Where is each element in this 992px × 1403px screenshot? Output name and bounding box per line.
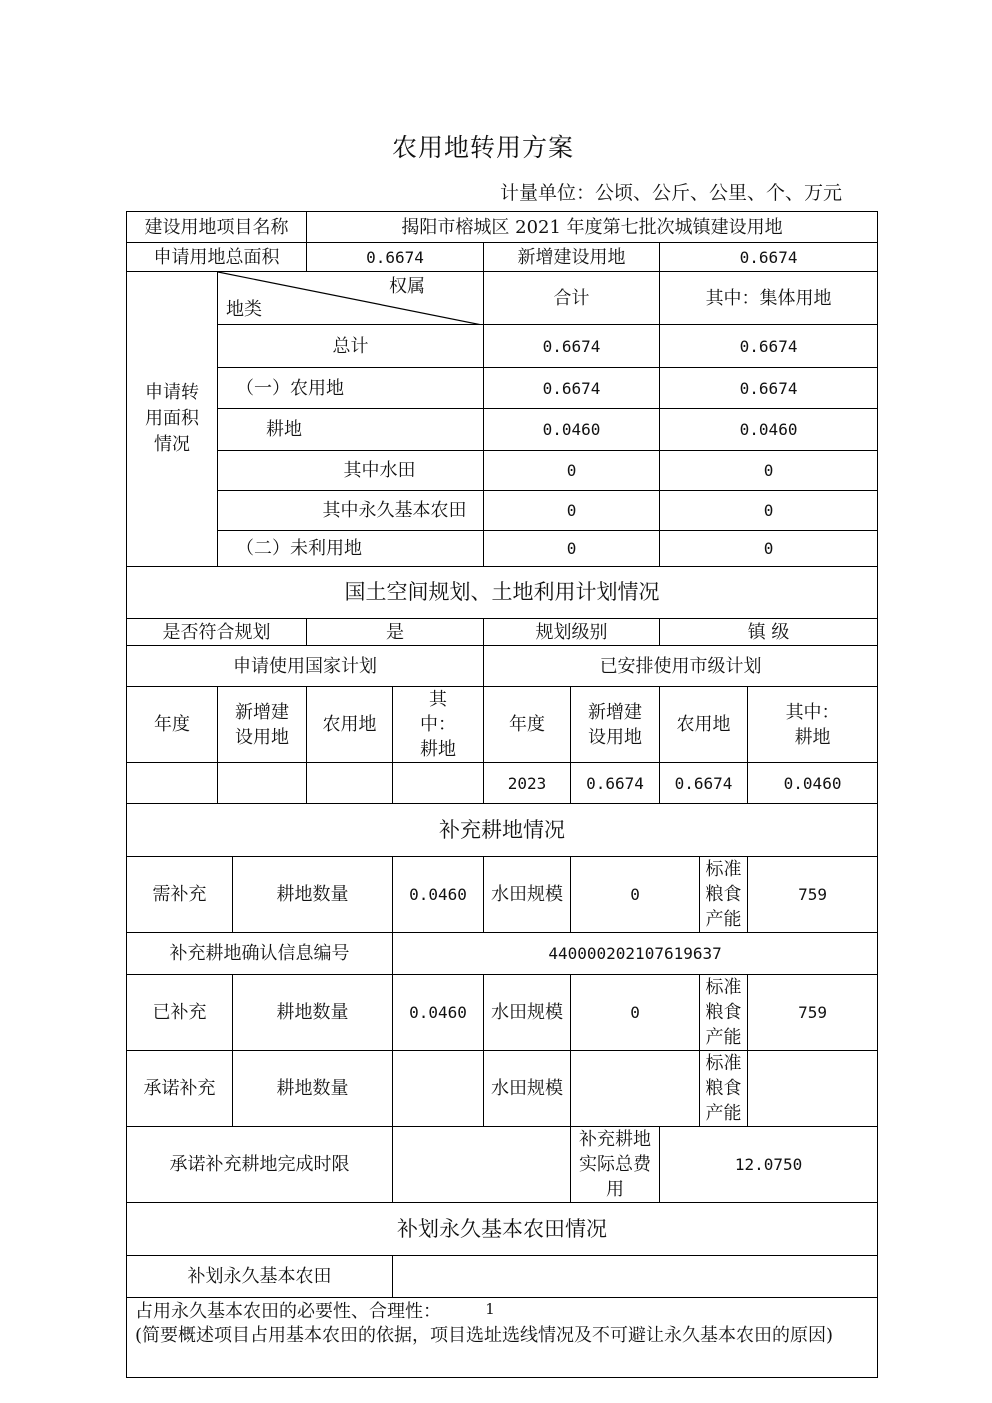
need-grain-value: 759: [748, 857, 878, 933]
cultivated-qty-label: 耕地数量: [233, 857, 393, 933]
grain-capacity-label: 标准粮食产能: [700, 857, 748, 933]
total-area-label: 申请用地总面积: [127, 243, 307, 272]
collective-value: 0.6674: [660, 325, 878, 368]
plan-level-value: 镇 级: [660, 619, 878, 646]
plan-conform-label: 是否符合规划: [127, 619, 307, 646]
done-qty-value: 0.0460: [393, 975, 484, 1051]
national-cultivated: [393, 763, 484, 804]
conversion-side-label: 申请转用面积情况: [127, 272, 218, 567]
national-agricultural: [307, 763, 393, 804]
need-qty-value: 0.0460: [393, 857, 484, 933]
farmland-section-title: 补划永久基本农田情况: [127, 1203, 878, 1256]
total-value: 0: [484, 491, 660, 531]
done-supplement-label: 已补充: [127, 975, 233, 1051]
collective-value: 0: [660, 531, 878, 567]
actual-cost-value: 12.0750: [660, 1127, 878, 1203]
col-agricultural: 农用地: [660, 687, 748, 763]
unit-label: 计量单位：公顷、公斤、公里、个、万元: [499, 182, 842, 204]
project-name-value: 揭阳市榕城区 2021 年度第七批次城镇建设用地: [307, 212, 878, 243]
plan-conform-value: 是: [307, 619, 484, 646]
collective-value: 0.0460: [660, 409, 878, 451]
paddy-scale-label: 水田规模: [484, 1051, 571, 1127]
deadline-label: 承诺补充耕地完成时限: [127, 1127, 393, 1203]
ownership-label: 权属: [389, 276, 426, 297]
collective-value: 0.6674: [660, 368, 878, 409]
promise-supplement-label: 承诺补充: [127, 1051, 233, 1127]
total-value: 0: [484, 531, 660, 567]
row-label-paddy: 其中水田: [218, 451, 484, 491]
necessity-note: (简要概述项目占用基本农田的依据，项目选址选线情况及不可避让永久基本农田的原因): [135, 1325, 834, 1346]
grain-capacity-label: 标准粮食产能: [700, 1051, 748, 1127]
col-new-construction: 新增建设用地: [571, 687, 660, 763]
supplement-section-title: 补充耕地情况: [127, 804, 878, 857]
total-value: 0: [484, 451, 660, 491]
col-cultivated: 其中：耕地: [748, 687, 878, 763]
diagonal-header-cell: [218, 272, 484, 325]
row-label-total: 总计: [218, 325, 484, 368]
national-plan-label: 申请使用国家计划: [127, 646, 484, 687]
done-paddy-value: 0: [571, 975, 700, 1051]
total-value: 0.0460: [484, 409, 660, 451]
necessity-title: 占用永久基本农田的必要性、合理性：: [135, 1301, 441, 1322]
page-title: 农用地转用方案: [391, 133, 574, 162]
city-year: 2023: [484, 763, 571, 804]
col-year: 年度: [484, 687, 571, 763]
promise-grain-value: [748, 1051, 878, 1127]
new-construction-label: 新增建设用地: [484, 243, 660, 272]
conversion-plan-table: [126, 211, 867, 1378]
city-cultivated: 0.0460: [748, 763, 878, 804]
paddy-scale-label: 水田规模: [484, 975, 571, 1051]
promise-paddy-value: [571, 1051, 700, 1127]
city-plan-label: 已安排使用市级计划: [484, 646, 878, 687]
row-label-cultivated: 耕地: [218, 409, 484, 451]
collective-value: 0: [660, 451, 878, 491]
paddy-scale-label: 水田规模: [484, 857, 571, 933]
city-new-construction: 0.6674: [571, 763, 660, 804]
col-new-construction: 新增建设用地: [218, 687, 307, 763]
page-number: 1: [485, 1300, 495, 1318]
need-paddy-value: 0: [571, 857, 700, 933]
done-grain-value: 759: [748, 975, 878, 1051]
collective-column-header: 其中：集体用地: [660, 272, 878, 325]
total-value: 0.6674: [484, 368, 660, 409]
collective-value: 0: [660, 491, 878, 531]
col-year: 年度: [127, 687, 218, 763]
cultivated-qty-label: 耕地数量: [233, 1051, 393, 1127]
col-cultivated: 其中：耕地: [393, 687, 484, 763]
cultivated-qty-label: 耕地数量: [233, 975, 393, 1051]
city-agricultural: 0.6674: [660, 763, 748, 804]
row-label-unused: （二）未利用地: [218, 531, 484, 567]
total-column-header: 合计: [484, 272, 660, 325]
land-type-label: 地类: [226, 299, 262, 320]
need-supplement-label: 需补充: [127, 857, 233, 933]
national-year: [127, 763, 218, 804]
planning-section-title: 国土空间规划、土地利用计划情况: [127, 567, 878, 619]
row-label-permanent-farmland: 其中永久基本农田: [218, 491, 484, 531]
national-new-construction: [218, 763, 307, 804]
row-label-agricultural: （一）农用地: [218, 368, 484, 409]
deadline-value: [393, 1127, 571, 1203]
project-name-label: 建设用地项目名称: [127, 212, 307, 243]
col-agricultural: 农用地: [307, 687, 393, 763]
new-construction-value: 0.6674: [660, 243, 878, 272]
promise-qty-value: [393, 1051, 484, 1127]
actual-cost-label: 补充耕地实际总费用: [571, 1127, 660, 1203]
supp-farmland-value: [393, 1256, 878, 1298]
total-area-value: 0.6674: [307, 243, 484, 272]
plan-level-label: 规划级别: [484, 619, 660, 646]
confirm-number-label: 补充耕地确认信息编号: [127, 933, 393, 975]
grain-capacity-label: 标准粮食产能: [700, 975, 748, 1051]
total-value: 0.6674: [484, 325, 660, 368]
supp-farmland-label: 补划永久基本农田: [127, 1256, 393, 1298]
confirm-number-value: 440000202107619637: [393, 933, 878, 975]
